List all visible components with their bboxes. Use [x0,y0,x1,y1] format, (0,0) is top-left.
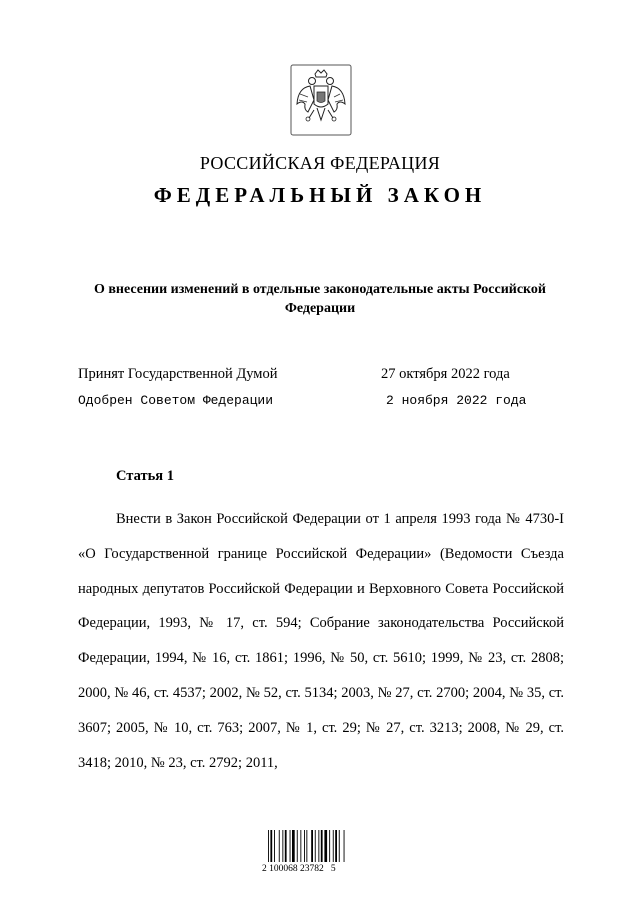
article-body: Внести в Закон Российской Федерации от 1 апреля 1993 года № 4730-I «О Государственной границе Российской Федерации» (Ведомости Съезда народных депутатов Российской Федерации и Верховного Совета Российской Федерации, 1993, № 17, ст. 594; Собрание законодательства Российской Федерации, 1994, № 16, ст. 1861; 1996, № 50, ст. 5610; 1999, № 23, ст. 2808; 2000, № 46, ст. 4537; 2002, № 52, ст. 5134; 2003, № 27, ст. 2700; 2004, № 35, ст. 3607; 2005, № 10, ст. 763; 2007, № 1, ст. 29; № 27, ст. 3213; 2008, № 29, ст. 3418; 2010, № 23, ст. 2792; 2011, [78,511,564,771]
adoption-date: 2 ноября 2022 года [386,393,527,408]
barcode-number: 2 100068 23782 5 [262,864,336,874]
adoption-date: 27 октября 2022 года [381,366,510,382]
article-heading: Статья 1 [116,468,174,484]
document-type: ФЕДЕРАЛЬНЫЙ ЗАКОН [153,183,487,207]
adoption-label: Одобрен Советом Федерации [78,393,274,408]
country-name: РОССИЙСКАЯ ФЕДЕРАЦИЯ [199,153,441,173]
law-title: О внесении изменений в отдельные законодательные акты Российской Федерации [93,282,546,316]
barcode-icon [262,822,380,888]
coat-of-arms-icon [290,64,352,136]
adoption-label: Принят Государственной Думой [78,366,278,382]
